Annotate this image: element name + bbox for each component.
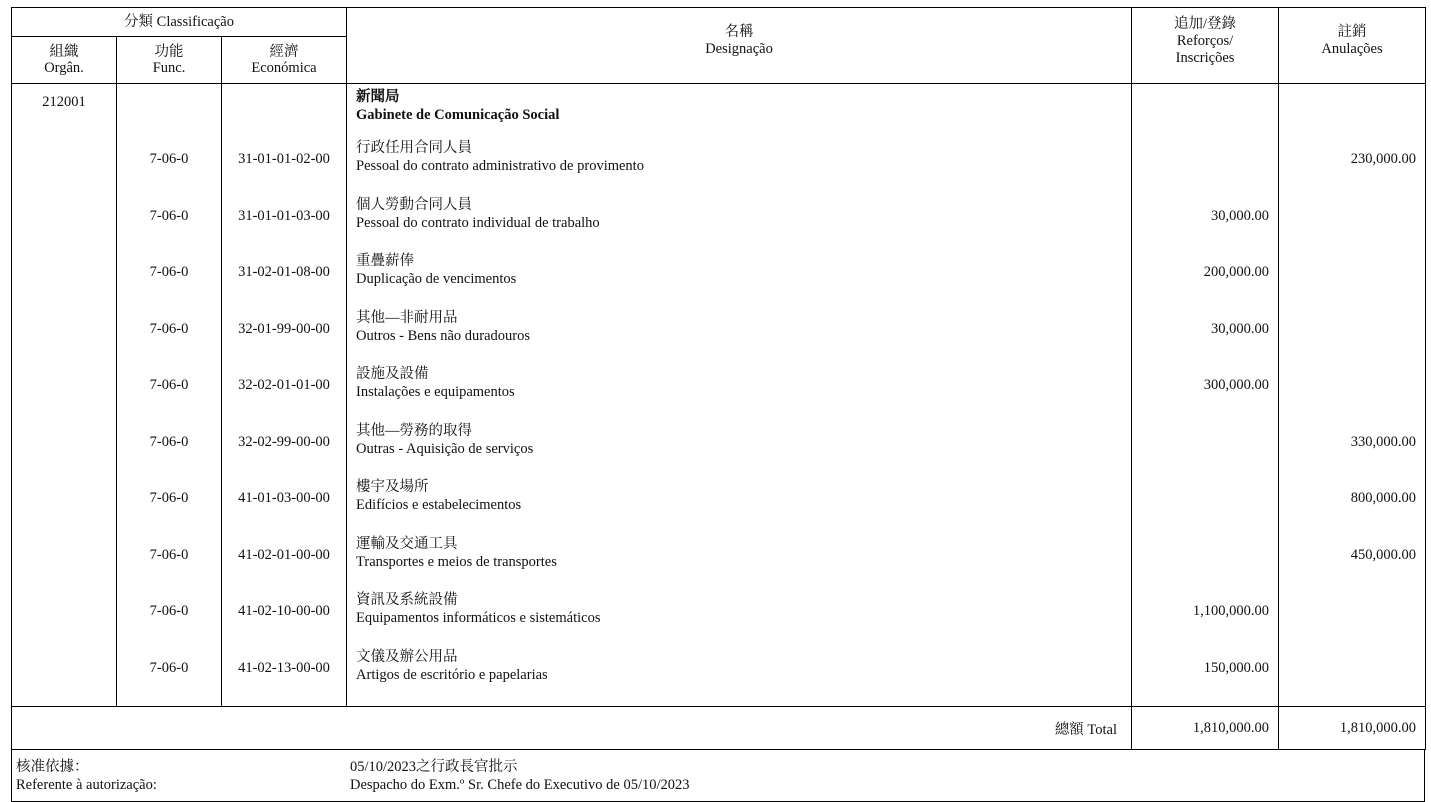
designation-zh: 資訊及系統設備 [356, 592, 458, 608]
func-code: 7-06-0 [117, 478, 222, 535]
designation-zh: 設施及設備 [356, 366, 429, 382]
designation-zh: 行政任用合同人員 [356, 140, 473, 156]
designation [347, 309, 1132, 366]
designation-pt: Instalações e equipamentos [356, 384, 515, 400]
econ-header-zh: 經濟 [269, 44, 299, 60]
organ-row [12, 84, 1426, 140]
table-row [12, 196, 1426, 253]
authorization-label [16, 758, 157, 794]
reforco-value: 200,000.00 [1132, 252, 1279, 309]
authorization-text-pt: Despacho do Exm.º Sr. Chefe do Executivo de 05/10/2023 [350, 777, 690, 793]
func-code: 7-06-0 [117, 591, 222, 648]
org-header [12, 37, 117, 84]
anulacao-value [1279, 309, 1426, 366]
organ-name-pt: Gabinete de Comunicação Social [356, 107, 560, 123]
total-row [12, 707, 1426, 750]
designation-zh: 樓宇及場所 [356, 479, 429, 495]
func-header-zh: 功能 [154, 44, 184, 60]
reforco-value [1132, 139, 1279, 196]
total-anulacao: 1,810,000.00 [1279, 707, 1426, 750]
designation-zh: 個人勞動合同人員 [356, 196, 473, 213]
reinforcement-header-pt2: Inscrições [1175, 50, 1235, 66]
econ-code: 31-01-01-03-00 [222, 196, 347, 253]
reforco-value: 30,000.00 [1132, 309, 1279, 366]
designation-header [347, 8, 1132, 84]
designation-zh: 其他—非耐用品 [356, 309, 458, 326]
anulacao-value: 450,000.00 [1279, 535, 1426, 592]
designation-pt: Outras - Aquisição de serviços [356, 440, 534, 457]
organ-code: 212001 [12, 84, 117, 140]
org-header-pt: Orgân. [44, 60, 84, 76]
func-code: 7-06-0 [117, 139, 222, 196]
designation [347, 478, 1132, 535]
func-code: 7-06-0 [117, 648, 222, 707]
reforco-value: 30,000.00 [1132, 196, 1279, 253]
designation-zh: 運輸及交通工具 [356, 535, 458, 552]
econ-code: 32-01-99-00-00 [222, 309, 347, 366]
anulacao-value [1279, 648, 1426, 707]
anulacao-value [1279, 196, 1426, 253]
authorization-label-pt: Referente à autorização: [16, 777, 157, 793]
table-row [12, 252, 1426, 309]
designation [347, 535, 1132, 592]
anulacao-value [1279, 365, 1426, 422]
total-reforco: 1,810,000.00 [1132, 707, 1279, 750]
total-label: 總額 Total [12, 707, 1132, 750]
func-code: 7-06-0 [117, 252, 222, 309]
func-header-pt: Func. [152, 60, 186, 76]
org-header-zh: 組織 [49, 44, 79, 60]
designation-pt: Artigos de escritório e papelarias [356, 666, 548, 683]
table-row [12, 535, 1426, 592]
econ-code: 41-02-13-00-00 [222, 648, 347, 707]
func-code: 7-06-0 [117, 365, 222, 422]
designation-zh: 重疊薪俸 [356, 253, 415, 269]
designation-pt: Equipamentos informáticos e sistemáticos [356, 610, 601, 626]
budget-table [11, 7, 1426, 750]
classification-header: 分類 Classificação [12, 8, 347, 37]
reforco-value: 150,000.00 [1132, 648, 1279, 707]
reforco-value [1132, 478, 1279, 535]
func-code: 7-06-0 [117, 535, 222, 592]
designation-pt: Edifícios e estabelecimentos [356, 497, 522, 513]
annulment-header-zh: 註銷 [1337, 24, 1367, 40]
reinforcement-header-zh: 追加/登錄 [1174, 16, 1237, 32]
anulacao-value: 230,000.00 [1279, 139, 1426, 196]
organ-anulacao-empty [1279, 84, 1426, 140]
reforco-value [1132, 535, 1279, 592]
func-code: 7-06-0 [117, 422, 222, 479]
func-header [117, 37, 222, 84]
designation-pt: Pessoal do contrato administrativo de provimento [356, 158, 644, 174]
func-code: 7-06-0 [117, 196, 222, 253]
designation-pt: Outros - Bens não duradouros [356, 327, 531, 344]
organ-econ-empty [222, 84, 347, 140]
econ-code: 41-02-01-00-00 [222, 535, 347, 592]
table-row [12, 591, 1426, 648]
designation [347, 139, 1132, 196]
organ-func-empty [117, 84, 222, 140]
designation-header-zh: 名稱 [724, 24, 754, 40]
econ-code: 41-01-03-00-00 [222, 478, 347, 535]
econ-code: 31-01-01-02-00 [222, 139, 347, 196]
reinforcement-header-pt1: Reforços/ [1176, 33, 1234, 49]
designation-pt: Pessoal do contrato individual de trabalho [356, 214, 600, 231]
anulacao-value: 800,000.00 [1279, 478, 1426, 535]
reinforcement-header [1132, 8, 1279, 84]
econ-code: 31-02-01-08-00 [222, 252, 347, 309]
reforco-value [1132, 422, 1279, 479]
table-row [12, 309, 1426, 366]
designation [347, 591, 1132, 648]
econ-code: 32-02-01-01-00 [222, 365, 347, 422]
annulment-header [1279, 8, 1426, 84]
anulacao-value: 330,000.00 [1279, 422, 1426, 479]
authorization-text [350, 758, 690, 794]
reforco-value: 1,100,000.00 [1132, 591, 1279, 648]
designation [347, 252, 1132, 309]
table-row [12, 139, 1426, 196]
organ-name-zh: 新聞局 [356, 89, 400, 105]
designation-header-pt: Designação [705, 41, 773, 57]
econ-code: 41-02-10-00-00 [222, 591, 347, 648]
table-row [12, 648, 1426, 707]
designation-zh: 其他—勞務的取得 [356, 422, 473, 439]
func-code: 7-06-0 [117, 309, 222, 366]
reforco-value: 300,000.00 [1132, 365, 1279, 422]
annulment-header-pt: Anulações [1321, 41, 1383, 57]
table-row [12, 365, 1426, 422]
anulacao-value [1279, 591, 1426, 648]
authorization-label-zh: 核准依據： [16, 759, 89, 775]
designation [347, 365, 1132, 422]
designation-pt: Transportes e meios de transportes [356, 553, 557, 570]
budget-document [11, 7, 1425, 802]
table-row [12, 422, 1426, 479]
authorization-block [11, 750, 1425, 802]
organ-designation [347, 84, 1132, 140]
econ-header [222, 37, 347, 84]
econ-code: 32-02-99-00-00 [222, 422, 347, 479]
econ-header-pt: Económica [251, 60, 317, 76]
designation-zh: 文儀及辦公用品 [356, 648, 458, 665]
organ-reforco-empty [1132, 84, 1279, 140]
table-row [12, 478, 1426, 535]
authorization-text-zh: 05/10/2023之行政長官批示 [350, 759, 518, 775]
designation [347, 648, 1132, 707]
anulacao-value [1279, 252, 1426, 309]
designation [347, 196, 1132, 253]
designation [347, 422, 1132, 479]
designation-pt: Duplicação de vencimentos [356, 271, 517, 287]
